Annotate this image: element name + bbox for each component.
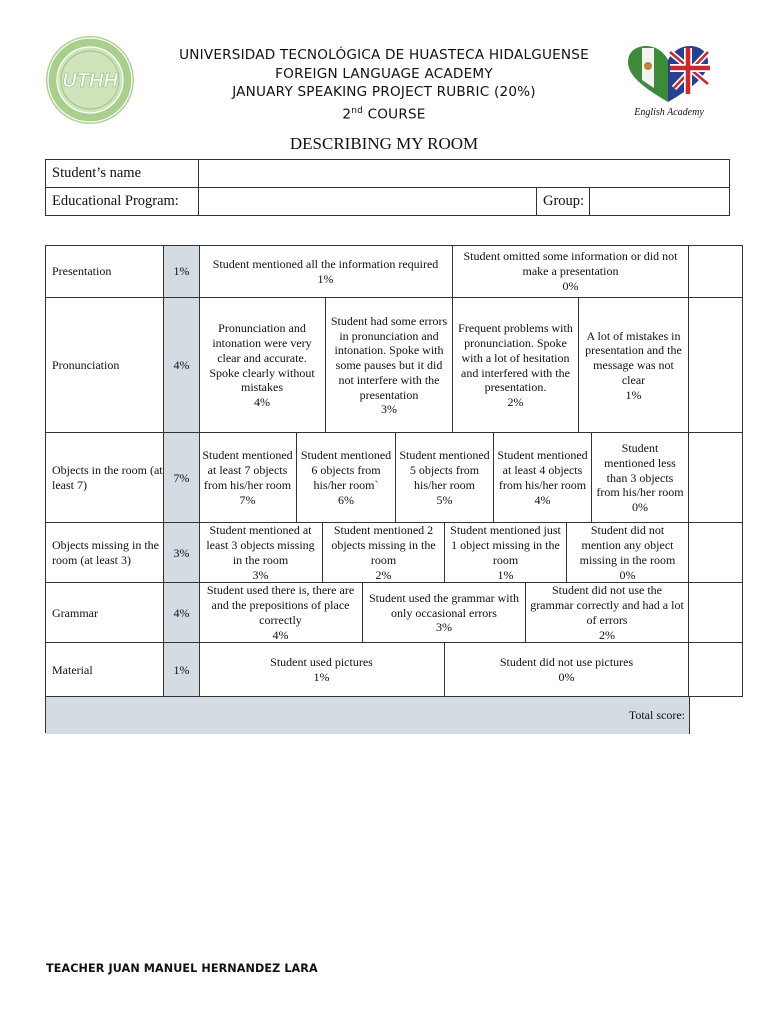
student-info-table xyxy=(45,159,730,216)
group-label: Group: xyxy=(537,188,590,216)
rubric-row-pronunciation xyxy=(46,297,742,433)
english-academy-logo xyxy=(624,44,712,104)
level-cell: Student did not use pictures 0% xyxy=(445,643,689,697)
criterion-weight: 4% xyxy=(164,583,200,643)
teacher-name: TEACHER JUAN MANUEL HERNANDEZ LARA xyxy=(46,962,318,975)
criterion-label: Objects in the room (at least 7) xyxy=(46,433,164,523)
educational-program-label: Educational Program: xyxy=(46,188,199,216)
rubric-row-objects-missing xyxy=(46,522,742,583)
level-cell: Student mentioned at least 4 objects from his/her room 4% xyxy=(494,433,592,523)
rubric-table xyxy=(45,245,743,733)
score-cell[interactable] xyxy=(689,523,742,583)
level-cell: Pronunciation and intonation were very clear and accurate. Spoke clearly without mistakes 4% xyxy=(199,298,326,433)
score-cell[interactable] xyxy=(689,643,742,697)
criterion-label: Objects missing in the room (at least 3) xyxy=(46,523,164,583)
university-name: UNIVERSIDAD TECNOLÓGICA DE HUASTECA HIDALGUENSE xyxy=(179,47,589,63)
rubric-row-material xyxy=(46,642,742,697)
level-cell: Student mentioned at least 7 objects from his/her room 7% xyxy=(199,433,297,523)
level-cell: Student did not mention any object missing in the room 0% xyxy=(567,523,689,583)
level-cell: Student mentioned at least 3 objects missing in the room 3% xyxy=(199,523,323,583)
student-name-label: Student’s name xyxy=(46,160,199,188)
student-name-field[interactable] xyxy=(199,160,730,188)
level-cell: Frequent problems with pronunciation. Spoke with a lot of hesitation and interfered with the presentation. 2% xyxy=(453,298,579,433)
criterion-weight: 4% xyxy=(164,298,200,433)
criterion-weight: 1% xyxy=(164,246,200,297)
level-cell: Student did not use the grammar correctly and had a lot of errors 2% xyxy=(526,583,689,643)
academy-name: FOREIGN LANGUAGE ACADEMY xyxy=(275,65,493,82)
score-cell[interactable] xyxy=(689,246,742,297)
level-cell: Student used there is, there are and the prepositions of place correctly 4% xyxy=(199,583,363,643)
criterion-label: Material xyxy=(46,643,164,697)
score-cell[interactable] xyxy=(689,298,742,433)
course-number: 2 xyxy=(342,106,352,123)
university-logo-text: UTHH xyxy=(62,70,118,92)
course-line xyxy=(150,102,618,124)
criterion-label: Presentation xyxy=(46,246,164,297)
rubric-row-presentation xyxy=(46,246,742,297)
level-cell: Student had some errors in pronunciation and intonation. Spoke with some pauses but it did not interfere with the presentation 3% xyxy=(326,298,453,433)
level-cell: Student mentioned just 1 object missing in the room 1% xyxy=(445,523,567,583)
criterion-label: Pronunciation xyxy=(46,298,164,433)
level-cell: A lot of mistakes in presentation and the message was not clear 1% xyxy=(579,298,689,433)
score-cell[interactable] xyxy=(689,433,742,523)
rubric-title: JANUARY SPEAKING PROJECT RUBRIC (20%) xyxy=(232,84,536,101)
rubric-row-grammar xyxy=(46,582,742,643)
total-score-field[interactable] xyxy=(689,697,743,734)
total-score-row xyxy=(46,696,742,734)
total-score-label: Total score: xyxy=(628,708,685,722)
level-cell: Student mentioned 5 objects from his/her room 5% xyxy=(396,433,494,523)
level-cell: Student used the grammar with only occasional errors 3% xyxy=(363,583,526,643)
educational-program-field[interactable] xyxy=(199,188,537,216)
course-suffix: nd xyxy=(351,105,364,116)
criterion-weight: 1% xyxy=(164,643,200,697)
level-cell: Student mentioned 6 objects from his/her room` 6% xyxy=(297,433,396,523)
level-cell: Student omitted some information or did not make a presentation 0% xyxy=(453,246,689,297)
document-title: DESCRIBING MY ROOM xyxy=(289,134,479,153)
level-cell: Student mentioned 2 objects missing in the room 2% xyxy=(323,523,445,583)
criterion-weight: 7% xyxy=(164,433,200,523)
criterion-weight: 3% xyxy=(164,523,200,583)
score-cell[interactable] xyxy=(689,583,742,643)
level-cell: Student mentioned less than 3 objects from his/her room 0% xyxy=(592,433,689,523)
rubric-row-objects-in-room xyxy=(46,432,742,523)
level-cell: Student mentioned all the information required 1% xyxy=(199,246,453,297)
group-field[interactable] xyxy=(590,188,730,216)
university-logo xyxy=(44,34,136,126)
document-header xyxy=(150,46,618,124)
english-academy-caption: English Academy xyxy=(634,107,704,118)
criterion-label: Grammar xyxy=(46,583,164,643)
course-word: COURSE xyxy=(367,106,426,123)
level-cell: Student used pictures 1% xyxy=(199,643,445,697)
